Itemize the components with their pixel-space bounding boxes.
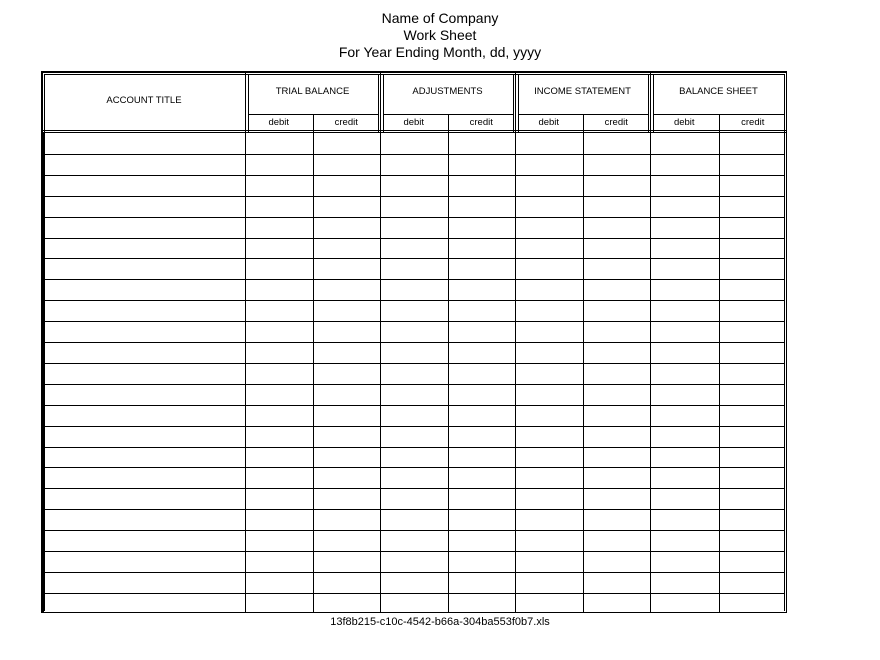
header-divider	[41, 130, 787, 131]
table-row-line	[43, 530, 785, 531]
group-header-4: BALANCE SHEET	[679, 86, 758, 97]
header-divider	[41, 132, 787, 133]
table-row-line	[43, 488, 785, 489]
table-row-line	[43, 384, 785, 385]
table-row-line	[43, 154, 785, 155]
credit-header: credit	[469, 117, 493, 128]
debit-header: debit	[268, 117, 290, 128]
table-row-line	[43, 447, 785, 448]
credit-header: credit	[334, 117, 358, 128]
table-row-line	[43, 196, 785, 197]
table-row-line	[43, 572, 785, 573]
table-row-line	[43, 279, 785, 280]
group-header-2: ADJUSTMENTS	[412, 86, 483, 97]
worksheet-table	[41, 71, 787, 613]
debit-header: debit	[403, 117, 425, 128]
document-header	[0, 10, 880, 61]
outer-border	[41, 71, 787, 73]
table-row-line	[43, 217, 785, 218]
table-row-line	[43, 175, 785, 176]
inner-border	[44, 74, 785, 75]
credit-header: credit	[741, 117, 765, 128]
table-row-line	[43, 509, 785, 510]
outer-border	[786, 71, 788, 613]
table-row-line	[43, 238, 785, 239]
table-row-line	[43, 405, 785, 406]
table-row-line	[43, 426, 785, 427]
company-name: Name of Company	[381, 10, 499, 26]
period-line: For Year Ending Month, dd, yyyy	[338, 44, 542, 60]
table-row-line	[43, 551, 785, 552]
table-row-line	[43, 467, 785, 468]
table-row-line	[43, 321, 785, 322]
sheet-name: Work Sheet	[403, 27, 477, 43]
debit-header: debit	[673, 117, 695, 128]
credit-header: credit	[604, 117, 628, 128]
table-row-line	[43, 593, 785, 594]
table-row-line	[43, 258, 785, 259]
table-row-line	[43, 363, 785, 364]
group-header-1: TRIAL BALANCE	[275, 86, 350, 97]
outer-border	[41, 612, 787, 614]
account-title-header: ACCOUNT TITLE	[106, 95, 182, 106]
table-row-line	[43, 342, 785, 343]
debit-header: debit	[538, 117, 560, 128]
account-column-edge	[43, 132, 44, 613]
group-header-3: INCOME STATEMENT	[534, 86, 631, 97]
table-row-line	[43, 300, 785, 301]
file-name: 13f8b215-c10c-4542-b66a-304ba553f0b7.xls	[330, 616, 550, 628]
